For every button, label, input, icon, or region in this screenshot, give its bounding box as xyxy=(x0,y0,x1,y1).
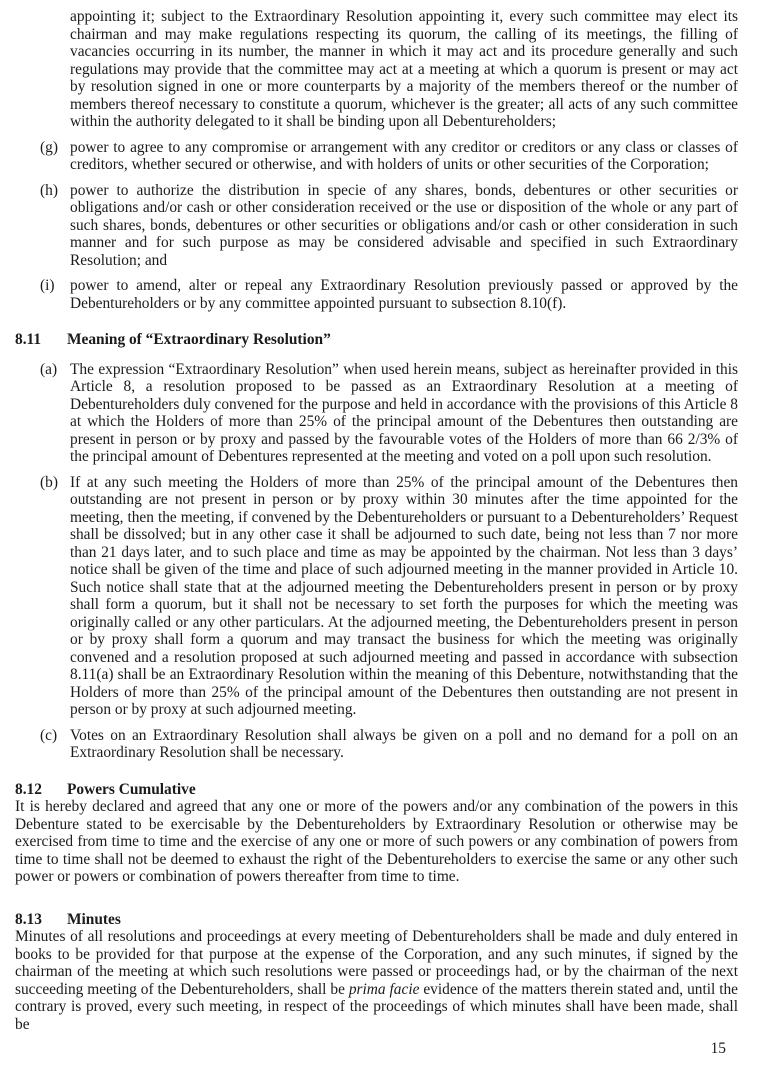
list-item-h-label: (h) xyxy=(40,181,58,199)
section-8-13-text-after: evidence of the matters therein stated and, until the contrary is proved, every such meeting, in respect of the proceedings of which minutes shall have been made, shall be xyxy=(15,980,738,1033)
list-item-g-label: (g) xyxy=(40,138,58,156)
list-item-i-label: (i) xyxy=(40,277,55,294)
continuation-paragraph: appointing it; subject to the Extraordinary Resolution appointing it, every such committee may elect its chairman and may make regulations respecting its quorum, the calling of its meetings, the filling of vacancies occurring in its number, the manner in which it may act and its procedure generally and such regulations may provide that the committee may act at a meeting at which a quorum is present or may act by resolution signed in one or more counterparts by a majority of the members thereof or the number of members thereof necessary to constitute a quorum, whichever is the greater; all acts of any such committee within the authority delegated to it shall be binding upon all Debentureholders; xyxy=(70,8,738,130)
list-item-h-text: power to authorize the distribution in specie of any shares, bonds, debentures or other securities or obligations and/or cash or other consideration received or the use or disposition of the whole or any part of such shares, bonds, debentures or other securities or obligations and/or cash or other consideration in such manner and for such purpose as may be considered advisable and specified in such Extraordinary Resolution; and xyxy=(70,181,738,269)
list-item-b-text: If at any such meeting the Holders of more than 25% of the principal amount of the Debentures then outstanding are not present in person or by proxy within 30 minutes after the time appointed for the meeting, then the meeting, if convened by the Debentureholders or pursuant to a Debentureholders’ Request shall be dissolved; but in any other case it shall be adjourned to such date, being not less than 7 nor more than 21 days later, and to such place and time as may be appointed by the chairman. Not less than 3 days’ notice shall be given of the time and place of such adjourned meeting in the manner provided in Article 10. Such notice shall state that at the adjourned meeting the Debentureholders present in person or by proxy shall form a quorum, but it shall not be necessary to set forth the purposes for which the meeting was originally called or any other particulars. At the adjourned meeting, the Debentureholders present in person or by proxy shall form a quorum and may transact the business for which the meeting was originally convened and a resolution proposed at such adjourned meeting and passed in accordance with subsection 8.11(a) shall be an Extraordinary Resolution within the meaning of this Debenture, notwithstanding that the Holders of more than 25% of the principal amount of the Debentures then outstanding are not present in person or by proxy at such adjourned meeting. xyxy=(70,473,738,718)
page-number: 15 xyxy=(710,1040,726,1057)
list-item-a-text: The expression “Extraordinary Resolution” when used herein means, subject as hereinafter provided in this Article 8, a resolution proposed to be passed as an Extraordinary Resolution at a meeting of Debentureholders duly convened for the purpose and held in accordance with the provisions of this Article 8 at which the Holders of more than 25% of the principal amount of the Debentures then outstanding are present in person or by proxy and passed by the favourable votes of the Holders of more than 66 2/3% of the principal amount of Debentures represented at the meeting and voted on a poll upon such resolution. xyxy=(70,360,738,465)
section-title-8-11: Meaning of “Extraordinary Resolution” xyxy=(67,331,331,348)
list-item-b xyxy=(15,474,738,719)
section-body-8-13 xyxy=(15,928,738,1033)
list-item-c xyxy=(15,727,738,762)
section-8-13-text-before: Minutes of all resolutions and proceedings at every meeting of Debentureholders shall be made and duly entered in books to be provided for that purpose at the expense of the Corporation, and any such minutes, if signed by the chairman of the meeting at which such resolutions were passed or proceedings had, or by the chairman of the next succeeding meeting of the Debentureholders, shall be xyxy=(15,928,738,998)
list-item-g-text: power to agree to any compromise or arrangement with any creditor or creditors or any class or classes of creditors, whether secured or otherwise, and with holders of units or other securities of the Corporation; xyxy=(70,138,738,173)
section-body-8-12: It is hereby declared and agreed that any one or more of the powers and/or any combination of the powers in this Debenture stated to be exercisable by the Debentureholders by Extraordinary Resolution or otherwise may be exercised from time to time and the exercise of any one or more of such powers or any combination of powers from time to time shall not be deemed to exhaust the right of the Debentureholders to exercise the same or any other such power or powers or combination of powers thereafter from time to time. xyxy=(15,798,738,885)
list-item-i xyxy=(15,277,738,312)
list-item-a xyxy=(15,361,738,466)
section-heading-8-11 xyxy=(15,331,738,349)
section-title-8-13: Minutes xyxy=(67,910,121,928)
list-item-b-label: (b) xyxy=(40,473,58,491)
section-number-8-12: 8.12 xyxy=(15,780,42,798)
section-heading-8-13 xyxy=(15,911,738,929)
list-item-i-text: power to amend, alter or repeal any Extraordinary Resolution previously passed or approved by the Debentureholders or by any committee appointed pursuant to subsection 8.10(f). xyxy=(70,277,738,312)
list-item-c-label: (c) xyxy=(40,726,58,744)
section-title-8-12: Powers Cumulative xyxy=(67,780,196,798)
list-item-h xyxy=(15,182,738,270)
list-item-a-label: (a) xyxy=(40,360,58,378)
latin-phrase-italic: prima facie xyxy=(348,980,420,998)
section-heading-8-12 xyxy=(15,781,738,799)
section-number-8-11: 8.11 xyxy=(15,331,42,348)
list-item-c-text: Votes on an Extraordinary Resolution shall always be given on a poll and no demand for a poll on an Extraordinary Resolution shall be necessary. xyxy=(70,726,738,761)
section-number-8-13: 8.13 xyxy=(15,910,42,928)
list-item-g xyxy=(15,139,738,174)
